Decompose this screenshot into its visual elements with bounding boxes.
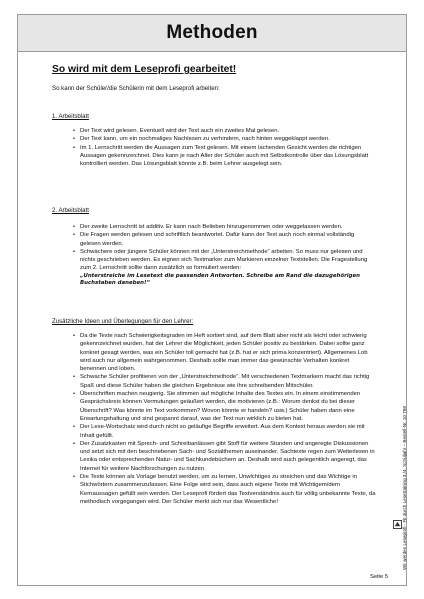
list-item bbox=[74, 248, 376, 287]
section-1-list bbox=[74, 127, 376, 168]
page-title: Methoden bbox=[166, 22, 258, 43]
list-item: • Der Text kann, um ein nochmaliges Nachlesen zu verhindern, nach hinten weggeklappt werden. bbox=[74, 135, 376, 143]
list-item-text: Schwächere oder jüngere Schüler können mit der „Unterstreichmethode“ arbeiten. So muss nur gelesen und nichts geschrieben werden. Es eignen sich Textmarker zum Markieren einzelner Textstellen. Die Fragestellung zum 2. Lernschritt sollte dann zusätzlich so formuliert werden: bbox=[80, 248, 368, 272]
intro-text: So kann der Schüler/die Schülerin mit dem Leseprofi arbeiten: bbox=[52, 85, 220, 92]
list-item: • Die Fragen werden gelesen und schriftlich beantwortet. Dafür kann der Text auch noch einmal vollständig gelesen werden. bbox=[74, 231, 376, 248]
section-3-list bbox=[74, 332, 376, 506]
instruction-note: „Unterstreiche im Lesetext die passenden Antworten. Schreibe am Rand die dazugehörigen Buchstaben daneben!“ bbox=[80, 272, 360, 286]
list-item: • Da die Texte nach Schwierigkeitsgraden im Heft sortiert sind, auf dem Blatt aber nicht als leicht oder schwierig gekennzeichnet wurden, hat der Lehrer die Möglichkeit, jeden Schüler positiv zu bestärken. Dabei sollte ganz konkret gesagt werden, was ein Schüler toll gemacht hat (z.B. hat er sich prima konzentriert). Allgemeines Lob wird auch nur allgemein wahrgenommen. Deshalb sollte man immer das gewünschte Verhalten konkret benennen und loben. bbox=[74, 332, 376, 373]
page-number: Seite 5 bbox=[370, 574, 389, 580]
list-item: • Die Texte können als Vorlage benutzt werden, um zu lernen, Unwichtiges zu streichen und das Wichtige in Stichwörtern zusammenzufassen. Eine Folge wird sein, dass auch eigene Texte mit Wichtigem/dem Kernaussagen gefüllt sein werden. Der Leseprofi fördert das Textverständnis auch für völlig unbekannte Texte, da methodisch vorgegangen wird. Der Schüler merkt sich nur das Wesentliche! bbox=[74, 473, 376, 506]
publisher-logo-icon bbox=[393, 520, 402, 529]
section-heading-1: 1. Arbeitsblatt bbox=[52, 113, 89, 120]
list-item: • Schwache Schüler profitieren von der „Unterstreichmethode“. Mit verschiedenen Textmarkern macht das richtig Spaß und diese Schüler haben die gleichen Ergebnisse wie ihre schreibenden Mitschüler. bbox=[74, 373, 376, 390]
list-item: • Der Lese-Wortschatz wird durch nicht so geläufige Begriffe erweitert. Aus dem Kontext heraus werden sie mit Inhalt gefüllt. bbox=[74, 423, 376, 440]
section-heading-2: 2. Arbeitsblatt bbox=[52, 207, 89, 214]
title-box bbox=[17, 14, 407, 52]
list-item: • Im 1. Lernschritt werden die Aussagen zum Text gelesen. Mit einem lachenden Gesicht werden die richtigen Aussagen gekennzeichnet. Dies kann je nach Alter der Schüler auch mit Selbstkontrolle über das Lösungsblatt kontrolliert werden. Das Lösungsblatt könnte z.B. beim Lehrer ausgelegt sein. bbox=[74, 144, 376, 169]
publisher-side-text: Wir werden Leseprofi · Fit durch Lesetraining 3./4. Schuljahr – Bestell-Nr. 10 769 bbox=[402, 406, 407, 570]
section-2-list bbox=[74, 223, 376, 287]
section-heading-3: Zusätzliche Ideen und Überlegungen für den Lehrer: bbox=[52, 318, 194, 325]
subtitle: So wird mit dem Leseprofi gearbeitet! bbox=[52, 64, 237, 75]
list-item: • Der Text wird gelesen. Eventuell wird der Text auch ein zweites Mal gelesen. bbox=[74, 127, 376, 135]
list-item: • Überschriften machen neugierig. Sie stimmen auf mögliche Inhalte des Textes ein. In einem einstimmenden Gesprächskreis können Vermutungen geäußert werden, die motivieren (z.B.: Worum denkst du bei dieser Überschrift? Was könnte im Text vorkommen? Wovon könnte er handeln? usw.) Schüler haben dann eine Erwartungshaltung und sind gespannt darauf, was der Text nun wirklich zu bieten hat. bbox=[74, 390, 376, 423]
list-item: • Der zweite Lernschritt ist additiv. Er kann nach Belieben hinzugenommen oder weggelassen werden. bbox=[74, 223, 376, 231]
list-item: • Der Zusatzkasten mit Sprech- und Schreibanlässen gibt Stoff für weitere Stunden und angeregte Diskussionen und setzt sich mit den beschriebenen Sach- und Sozialthemen auseinander. Sachtexte regen zum Weiterlesen in Lexika oder entsprechenden Natur- und Sachkundebüchern an. Deshalb wird auch gelegentlich angeregt, das Internet für weitere Nachforschungen zu nutzen. bbox=[74, 440, 376, 473]
